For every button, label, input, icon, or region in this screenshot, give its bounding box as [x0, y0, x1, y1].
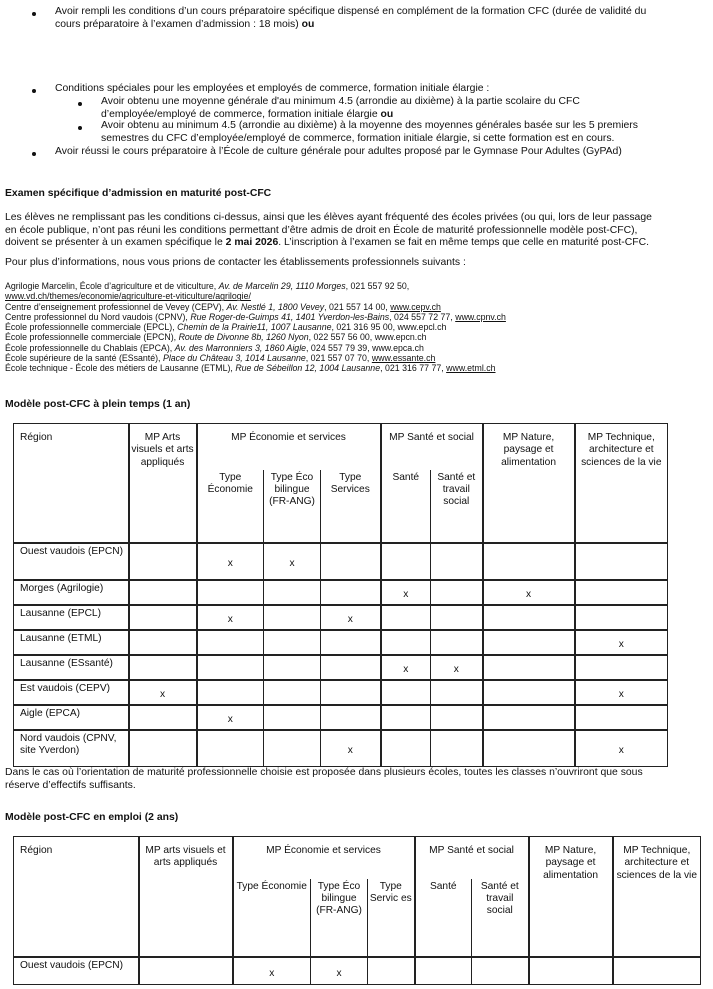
header-economie: MP Économie et services — [197, 424, 381, 470]
empty-cell — [129, 580, 197, 605]
empty-cell — [197, 730, 264, 767]
table1-title: Modèle post-CFC à plein temps (1 an) — [5, 399, 191, 410]
contact-phone: , 021 316 77 77, — [380, 363, 447, 374]
condition-text-cont: cours préparatoire à l’examen d’admission : 18 mois) — [55, 18, 299, 30]
contact-link[interactable]: www.cpnv.ch — [455, 311, 506, 322]
empty-cell — [264, 730, 321, 767]
contact-name: École supérieure de la santé (ESsanté), — [5, 353, 163, 364]
contact-phone: , 021 557 14 00, — [324, 301, 391, 312]
contact-item — [5, 332, 506, 342]
empty-cell — [575, 655, 668, 680]
header-region: Région — [14, 424, 129, 543]
empty-cell — [483, 730, 575, 767]
table-full-time — [13, 423, 668, 767]
table2-title: Modèle post-CFC en emploi (2 ans) — [5, 812, 179, 823]
contact-item — [5, 312, 506, 322]
empty-cell — [321, 655, 381, 680]
sub-condition-item — [101, 96, 701, 121]
contact-name: École professionnelle du Chablais (EPCA), — [5, 342, 175, 353]
offered-mark: x — [381, 580, 431, 605]
table-row — [14, 680, 668, 705]
contact-link[interactable]: www.essante.ch — [371, 353, 436, 364]
contact-item — [5, 281, 506, 291]
exam-date: 2 mai 2026 — [225, 237, 279, 249]
header-technique: MP Technique, architecture et sciences de la vie — [613, 837, 701, 957]
subheader-type-services: Type Servic es — [368, 879, 415, 957]
header-region: Région — [14, 837, 139, 957]
offered-mark: x — [321, 730, 381, 767]
contact-name: Centre d’enseignement professionnel de Vevey (CEPV), — [5, 301, 227, 312]
condition-item: Conditions spéciales pour les employées et employés de commerce, formation initiale élargie : — [55, 83, 490, 94]
empty-cell — [264, 605, 321, 630]
condition-item: Avoir réussi le cours préparatoire à l’École de culture générale pour adultes proposé par le Gymnase Pour Adultes (GyPAd) — [55, 146, 622, 157]
subheader-sante: Santé — [415, 879, 472, 957]
contact-intro: Pour plus d’informations, nous vous prions de contacter les établissements professionnels suivants : — [5, 257, 466, 268]
contact-item — [5, 343, 506, 353]
empty-cell — [197, 580, 264, 605]
sub-condition-text: semestres du CFC d’employée/employé de commerce, formation initiale élargie, si cette formation est en cours. — [101, 132, 615, 144]
empty-cell — [129, 630, 197, 655]
empty-cell — [129, 605, 197, 630]
empty-cell — [264, 655, 321, 680]
empty-cell — [431, 705, 483, 730]
header-technique: MP Technique, architecture et sciences de la vie — [575, 424, 668, 543]
contact-phone: , 024 557 72 77, — [389, 311, 456, 322]
empty-cell — [321, 543, 381, 580]
table-row — [14, 730, 668, 767]
contact-phone: , 024 557 79 39, — [306, 342, 373, 353]
empty-cell — [197, 680, 264, 705]
subheader-type-economie: Type Économie — [233, 879, 311, 957]
offered-mark: x — [197, 705, 264, 730]
contact-address: Chemin de la Prairie11, 1007 Lausanne — [177, 322, 332, 333]
conjunction-ou: ou — [301, 18, 315, 30]
empty-cell — [431, 605, 483, 630]
subheader-sante-travail-social: Santé et travail social — [431, 470, 483, 543]
contact-name: École professionnelle commerciale (EPCL), — [5, 322, 178, 333]
contact-item — [5, 291, 506, 301]
condition-text: Avoir rempli les conditions d’un cours préparatoire spécifique dispensé en complément de la formation CFC (durée de validité du — [55, 6, 647, 17]
header-sante: MP Santé et social — [415, 837, 529, 879]
table-in-employment — [13, 836, 701, 985]
offered-mark: x — [264, 543, 321, 580]
empty-cell — [483, 655, 575, 680]
sub-bullet-dot — [78, 126, 82, 130]
header-nature: MP Nature, paysage et alimentation — [483, 424, 575, 543]
region-cell: Lausanne (EPCL) — [14, 605, 129, 630]
region-cell: Ouest vaudois (EPCN) — [14, 957, 139, 985]
offered-mark: x — [575, 730, 668, 767]
sub-condition-text: Avoir obtenu au minimum 4.5 (arrondie au dixième) à la moyenne des moyennes générales basée sur les 5 premiers — [101, 120, 638, 131]
table1-note — [5, 767, 710, 792]
contact-address: Av. des Marronniers 3, 1860 Aigle — [174, 342, 307, 353]
contact-phone: , 021 557 07 70, — [305, 353, 372, 364]
empty-cell — [381, 630, 431, 655]
header-nature: MP Nature, paysage et alimentation — [529, 837, 613, 957]
sub-condition-text: Avoir obtenu une moyenne générale d'au minimum 4.5 (arrondie au dixième) à la partie scolaire du CFC — [101, 96, 580, 107]
empty-cell — [431, 680, 483, 705]
sub-condition-item — [101, 120, 701, 145]
header-sante: MP Santé et social — [381, 424, 483, 470]
table-row — [14, 705, 668, 730]
empty-cell — [431, 580, 483, 605]
condition-text — [55, 19, 705, 32]
region-cell: Lausanne (ESsanté) — [14, 655, 129, 680]
empty-cell — [368, 957, 415, 985]
contact-item — [5, 302, 506, 312]
contact-list — [5, 281, 506, 374]
subheader-sante-travail-social: Santé et travail social — [472, 879, 529, 957]
header-arts: MP Arts visuels et arts appliqués — [129, 424, 197, 543]
empty-cell — [129, 655, 197, 680]
subheader-type-economie: Type Économie — [197, 470, 264, 543]
empty-cell — [472, 957, 529, 985]
contact-phone: , 021 557 92 50, — [345, 281, 410, 291]
contact-item — [5, 322, 506, 332]
contact-address: Route de Divonne 8b, 1260 Nyon — [178, 332, 309, 343]
contact-link[interactable]: www.etml.ch — [446, 363, 496, 374]
empty-cell — [381, 543, 431, 580]
sub-condition-text-cont: d’employée/employé de commerce, formation initiale élargie — [101, 108, 378, 120]
empty-cell — [575, 580, 668, 605]
contact-address: Place du Château 3, 1014 Lausanne — [162, 353, 306, 364]
offered-mark: x — [321, 605, 381, 630]
table1-note-line: Dans le cas où l’orientation de maturité professionnelle choisie est proposée dans plusieurs écoles, toutes les classes n’ouvriront que sous — [5, 767, 643, 778]
contact-name: École professionnelle commerciale (EPCN), — [5, 332, 179, 343]
empty-cell — [575, 605, 668, 630]
contact-link[interactable]: www.cepv.ch — [390, 301, 441, 312]
contact-address: Rue de Sébeillon 12, 1004 Lausanne — [235, 363, 381, 374]
bullet-dot — [32, 152, 36, 156]
subheader-type-services: Type Services — [321, 470, 381, 543]
region-cell: Nord vaudois (CPNV, site Yverdon) — [14, 730, 129, 767]
empty-cell — [529, 957, 613, 985]
contact-website: www.epca.ch — [372, 342, 424, 353]
empty-cell — [575, 543, 668, 580]
table-row — [14, 655, 668, 680]
subheader-sante: Santé — [381, 470, 431, 543]
empty-cell — [415, 957, 472, 985]
offered-mark: x — [233, 957, 311, 985]
offered-mark: x — [197, 543, 264, 580]
contact-phone: , 022 557 56 00, — [308, 332, 375, 343]
contact-phone: , 021 316 95 00, — [331, 322, 398, 333]
bullet-dot — [32, 89, 36, 93]
empty-cell — [483, 705, 575, 730]
subheader-eco-bilingue: Type Éco bilingue (FR-ANG) — [264, 470, 321, 543]
contact-item — [5, 363, 506, 373]
table1-note-line: réserve d’effectifs suffisants. — [5, 779, 136, 791]
contact-address: Av. de Marcelin 29, 1110 Morges — [218, 281, 346, 291]
empty-cell — [483, 605, 575, 630]
conjunction-ou: ou — [380, 108, 394, 120]
region-cell: Est vaudois (CEPV) — [14, 680, 129, 705]
exam-heading: Examen spécifique d’admission en maturité post-CFC — [5, 188, 272, 199]
condition-item — [55, 6, 705, 31]
empty-cell — [431, 630, 483, 655]
empty-cell — [264, 705, 321, 730]
empty-cell — [381, 730, 431, 767]
header-arts: MP arts visuels et arts appliqués — [139, 837, 233, 957]
contact-link[interactable]: www.vd.ch/themes/economie/agriculture-et-viticulture/agrilogie/ — [5, 291, 251, 302]
empty-cell — [483, 680, 575, 705]
table-row — [14, 580, 668, 605]
exam-paragraph — [5, 212, 710, 250]
empty-cell — [264, 630, 321, 655]
exam-text: . L’inscription à l’examen se fait en même temps que celle en maturité post-CFC. — [278, 237, 649, 249]
empty-cell — [264, 680, 321, 705]
exam-text: doivent se présenter à un examen spécifique le — [5, 237, 226, 249]
empty-cell — [129, 543, 197, 580]
sub-bullet-dot — [78, 102, 82, 106]
region-cell: Aigle (EPCA) — [14, 705, 129, 730]
empty-cell — [197, 630, 264, 655]
empty-cell — [381, 605, 431, 630]
contact-website: www.epcn.ch — [374, 332, 427, 343]
empty-cell — [483, 543, 575, 580]
contact-website: www.epcl.ch — [397, 322, 447, 333]
empty-cell — [129, 705, 197, 730]
table-row — [14, 605, 668, 630]
empty-cell — [321, 580, 381, 605]
exam-paragraph-line: en école publique, n’ont pas réuni les conditions permettant d’être admis de droit en École de maturité professionnelle modèle post-CFC), — [5, 224, 638, 236]
empty-cell — [613, 957, 701, 985]
contact-address: Rue Roger-de-Guimps 41, 1401 Yverdon-les-Bains — [190, 311, 390, 322]
table-row — [14, 957, 701, 985]
exam-paragraph-line — [5, 237, 710, 250]
table-row — [14, 543, 668, 580]
contact-name: Centre professionnel du Nord vaudois (CPNV), — [5, 311, 191, 322]
empty-cell — [431, 730, 483, 767]
bullet-dot — [32, 12, 36, 16]
empty-cell — [381, 680, 431, 705]
region-cell: Ouest vaudois (EPCN) — [14, 543, 129, 580]
offered-mark: x — [575, 630, 668, 655]
empty-cell — [431, 543, 483, 580]
offered-mark: x — [311, 957, 368, 985]
empty-cell — [321, 630, 381, 655]
empty-cell — [381, 705, 431, 730]
offered-mark: x — [431, 655, 483, 680]
contact-item — [5, 353, 506, 363]
contact-address: Av. Nestlé 1, 1800 Vevey — [226, 301, 325, 312]
offered-mark: x — [575, 680, 668, 705]
exam-paragraph-line: Les élèves ne remplissant pas les conditions ci-dessus, ainsi que les élèves ayant fréquenté des écoles privées (ou qui, lors de leur passage — [5, 212, 652, 223]
subheader-eco-bilingue: Type Éco bilingue (FR-ANG) — [311, 879, 368, 957]
empty-cell — [321, 705, 381, 730]
empty-cell — [483, 630, 575, 655]
header-economie: MP Économie et services — [233, 837, 415, 879]
empty-cell — [321, 680, 381, 705]
offered-mark: x — [129, 680, 197, 705]
offered-mark: x — [197, 605, 264, 630]
contact-name: École technique - École des métiers de Lausanne (ETML), — [5, 363, 236, 374]
region-cell: Morges (Agrilogie) — [14, 580, 129, 605]
contact-name: Agrilogie Marcelin, École d’agriculture et de viticulture, — [5, 281, 219, 291]
region-cell: Lausanne (ETML) — [14, 630, 129, 655]
table-row — [14, 630, 668, 655]
offered-mark: x — [381, 655, 431, 680]
empty-cell — [129, 730, 197, 767]
empty-cell — [264, 580, 321, 605]
empty-cell — [575, 705, 668, 730]
empty-cell — [197, 655, 264, 680]
offered-mark: x — [483, 580, 575, 605]
empty-cell — [139, 957, 233, 985]
